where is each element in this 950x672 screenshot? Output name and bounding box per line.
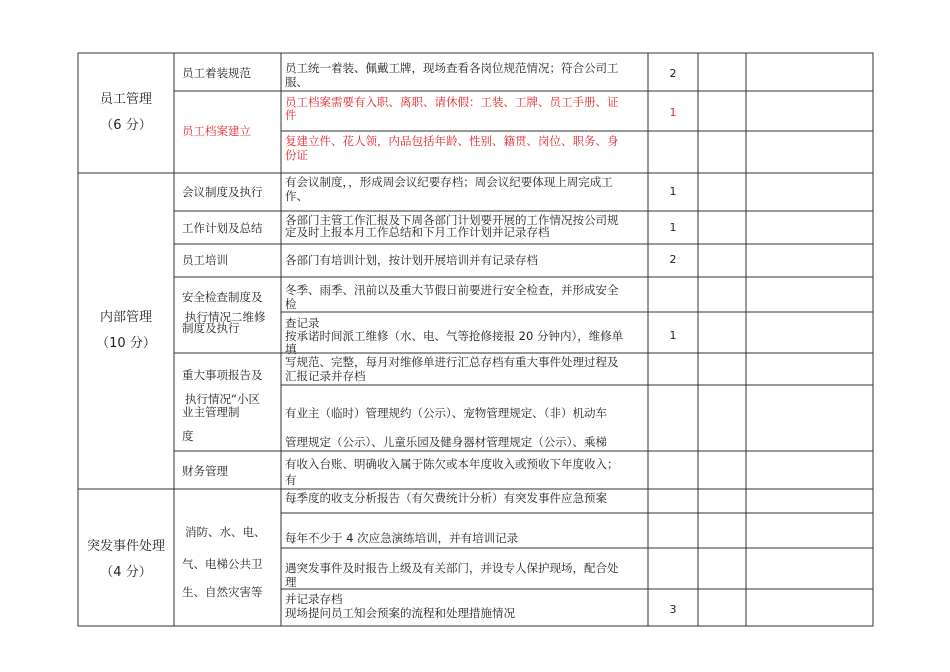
section-internal bbox=[78, 308, 174, 354]
item-fire-line1: 消防、水、电、 bbox=[185, 525, 266, 539]
criteria-owner-l2: 管理规定（公示）、儿童乐园及健身器材管理规定（公示）、乘梯 bbox=[285, 435, 607, 449]
criteria-training: 各部门有培训计划，按计划开展培训并有记录存档 bbox=[285, 253, 538, 267]
item-finance: 财务管理 bbox=[182, 464, 228, 478]
criteria-archive-b-l1: 复建立件、花人领，内品包括年龄、性别、籍贯、岗位、职务、身 bbox=[285, 134, 619, 148]
item-fire-line2: 气、电梯公共卫 bbox=[182, 557, 263, 571]
criteria-emergency-a: 每季度的收支分析报告（有欠费统计分析）有突发事件应急预案 bbox=[285, 491, 607, 505]
score-archive: 1 bbox=[669, 106, 677, 119]
criteria-safety-l2: 检 bbox=[285, 297, 297, 311]
item-safety-line3: 制度及执行 bbox=[182, 321, 240, 335]
criteria-major-l2: 汇报记录并存档 bbox=[285, 369, 366, 383]
item-uniform: 员工着装规范 bbox=[182, 66, 251, 80]
criteria-repair-l2: 按承诺时间派工维修（水、电、气等抢修接报 20 分钟内），维修单 bbox=[285, 329, 624, 343]
section-internal-score: （10 分） bbox=[96, 336, 156, 351]
criteria-archive-a-l1: 员工档案需要有入职、离职、请休假：工装、工牌、员工手册、证 bbox=[285, 95, 619, 109]
criteria-plan-l2: 定及时上报本月工作总结和下月工作计划并记录存档 bbox=[285, 225, 550, 239]
section-emergency-score: （4 分） bbox=[100, 565, 152, 580]
item-major-line1: 重大事项报告及 bbox=[182, 368, 263, 382]
criteria-repair-l1: 查记录 bbox=[285, 316, 320, 330]
criteria-finance-l2: 有 bbox=[285, 473, 297, 487]
item-fire-line3: 生、自然灾害等 bbox=[182, 585, 263, 599]
criteria-archive-b-l2: 份证 bbox=[285, 148, 308, 162]
item-training: 员工培训 bbox=[182, 253, 228, 267]
score-plan: 1 bbox=[669, 221, 677, 234]
criteria-emergency-c-l2: 理 bbox=[285, 575, 297, 589]
section-staff bbox=[78, 90, 174, 136]
section-emergency bbox=[78, 537, 174, 583]
criteria-emergency-d-l1: 并记录存档 bbox=[285, 592, 343, 606]
criteria-safety-l1: 冬季、雨季、汛前以及重大节假日前要进行安全检查，并形成安全 bbox=[285, 283, 619, 297]
item-archive: 员工档案建立 bbox=[182, 124, 251, 138]
criteria-emergency-d-l2: 现场提问员工知会预案的流程和处理措施情况 bbox=[285, 606, 515, 620]
criteria-owner-l1: 有业主（临时）管理规约（公示）、宠物管理规定、（非）机动车 bbox=[285, 406, 607, 420]
score-training: 2 bbox=[669, 253, 677, 266]
item-plan: 工作计划及总结 bbox=[182, 221, 263, 235]
criteria-uniform-l1: 员工统一着装、佩戴工牌，现场查看各岗位规范情况；符合公司工 bbox=[285, 61, 619, 75]
criteria-major-l1: 写规范、完整，每月对维修单进行汇总存档有重大事件处理过程及 bbox=[285, 355, 619, 369]
score-uniform: 2 bbox=[669, 67, 677, 80]
criteria-finance-l1: 有收入台账、明确收入属于陈欠或本年度收入或预收下年度收入； bbox=[285, 457, 619, 471]
item-major-line4: 度 bbox=[182, 429, 194, 443]
criteria-plan-l1: 各部门主管工作汇报及下周各部门计划要开展的工作情况按公司规 bbox=[285, 213, 619, 227]
section-staff-name: 员工管理 bbox=[99, 92, 152, 107]
score-repair: 1 bbox=[669, 329, 677, 342]
item-major-line3: 业主管理制 bbox=[182, 405, 240, 419]
item-major-line2: 执行情况“小区 bbox=[185, 392, 260, 406]
section-internal-name: 内部管理 bbox=[99, 310, 152, 325]
criteria-meeting-l1: 有会议制度，，形成周会议纪要存档；周会议纪要体现上周完成工 bbox=[285, 175, 613, 189]
criteria-repair-l3: 填 bbox=[285, 342, 297, 356]
criteria-emergency-b: 每年不少于 4 次应急演练培训，并有培训记录 bbox=[285, 531, 519, 545]
section-emergency-name: 突发事件处理 bbox=[86, 539, 165, 554]
criteria-meeting-l2: 作、 bbox=[285, 189, 308, 203]
item-safety-line1: 安全检查制度及 bbox=[182, 290, 263, 304]
score-meeting: 1 bbox=[669, 185, 677, 198]
criteria-emergency-c-l1: 遇突发事件及时报告上级及有关部门，并设专人保护现场，配合处 bbox=[285, 561, 619, 575]
item-meeting: 会议制度及执行 bbox=[182, 185, 263, 199]
score-emergency: 3 bbox=[669, 603, 677, 616]
section-staff-score: （6 分） bbox=[100, 118, 152, 133]
item-safety-line2: 执行情况二维修 bbox=[185, 310, 266, 324]
criteria-uniform-l2: 服、 bbox=[285, 75, 308, 89]
criteria-archive-a-l2: 件 bbox=[285, 108, 297, 122]
